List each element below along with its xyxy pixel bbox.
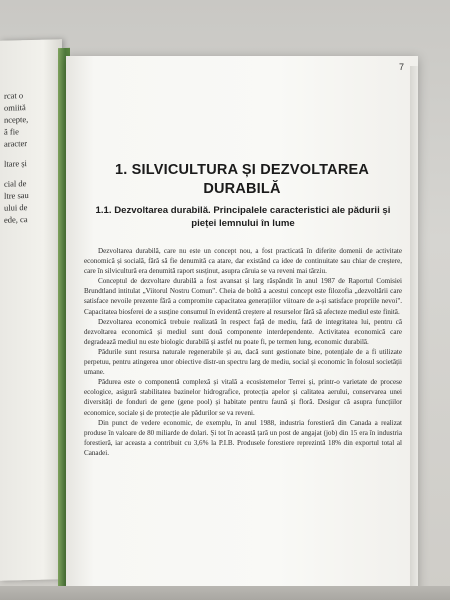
body-text <box>84 246 402 458</box>
left-page-text: ede, ca <box>4 214 28 225</box>
paragraph: Dezvoltarea economică trebuie realizată în respect față de mediu, fată de integritatea lui, pentru că dezvoltarea economică și mediul sunt două componente interdependente. Activitatea economică care degradează mediul nu este biologic durabilă și astfel nu poate fi, pe termen lung, economic durabilă. <box>84 317 402 346</box>
left-page-text: ă fie <box>4 126 19 137</box>
paragraph: Din punct de vedere economic, de exemplu, în anul 1988, industria forestieră din Canada a realizat produse în valoare de 80 miliarde de dolari. Și tot în această țară un post de angajat (job) din 15 era în industria forestieră, iar aceasta a contribuit cu 3,6% la P.I.B. Produsele forestiere reprezintă 18% din exportul total al Canadei. <box>84 418 402 457</box>
book-page <box>66 56 418 596</box>
left-page-text: ltre sau <box>4 190 29 201</box>
paragraph: Conceptul de dezvoltare durabilă a fost avansat și larg răspândit în anul 1987 de Raportul Comisiei Brundtland intitulat „Viitorul Nostru Comun". Cheia de boltă a acestui concept este filozofia „dezvoltării care satisface nevoile prezente fără a compromite capacitatea generațiilor viitoare de a-și satisface propriile nevoi". Capacitatea biosferei de a susține consumul în evidentă creștere al resurselor fără să afecteze mediul este finită. <box>84 277 402 316</box>
left-page <box>0 39 62 581</box>
chapter-title: 1. SILVICULTURA ȘI DEZVOLTAREA DURABILĂ <box>114 162 370 197</box>
paragraph: Pădurile sunt resursa naturale regenerabile și au, dacă sunt gestionate bine, potențiale de a fi utilizate perpetuu, pentru atingerea unor obiective distr-un spectru larg de mediu, social și economic în folosul societății umane. <box>84 347 402 377</box>
left-page-text: cial de <box>4 178 27 189</box>
left-page-text: ncepte, <box>4 114 29 125</box>
left-page-text: rcat o <box>4 90 24 101</box>
table-surface <box>0 586 450 600</box>
section-title: 1.1. Dezvoltarea durabilă. Principalele caracteristici ale pădurii și pieței lemnului în lume <box>95 205 391 229</box>
left-page-text: omiită <box>4 102 26 113</box>
page-edge <box>410 66 418 594</box>
paragraph: Pădurea este o componentă complexă și vitală a ecosistemelor Terrei și, printr-o varietate de procese ecologice, asigură stabilitatea bazinelor hidrografice, protecția apelor și calitatea aerului, conservarea unei diversități de fonduri de gene (gene pool) și habitate pentru faună și floră. Desigur că asupra funcțiilor economice, sociale și de protecție ale pădurilor se va reveni. <box>84 378 402 417</box>
paragraph: Dezvoltarea durabilă, care nu este un concept nou, a fost practicată în diferite domenii de activitate economică și socială, fără să fie denumită ca atare, dar existând ca idee de continuitate sau chiar de creștere, care în silvicultură era denumită raport susținut, asupra căruia se va reveni mai târziu. <box>84 247 402 276</box>
left-page-text: ltare și <box>4 158 27 169</box>
left-page-text: ului de <box>4 202 28 213</box>
page-number: 7 <box>398 62 404 72</box>
left-page-text: aracter <box>4 138 28 149</box>
